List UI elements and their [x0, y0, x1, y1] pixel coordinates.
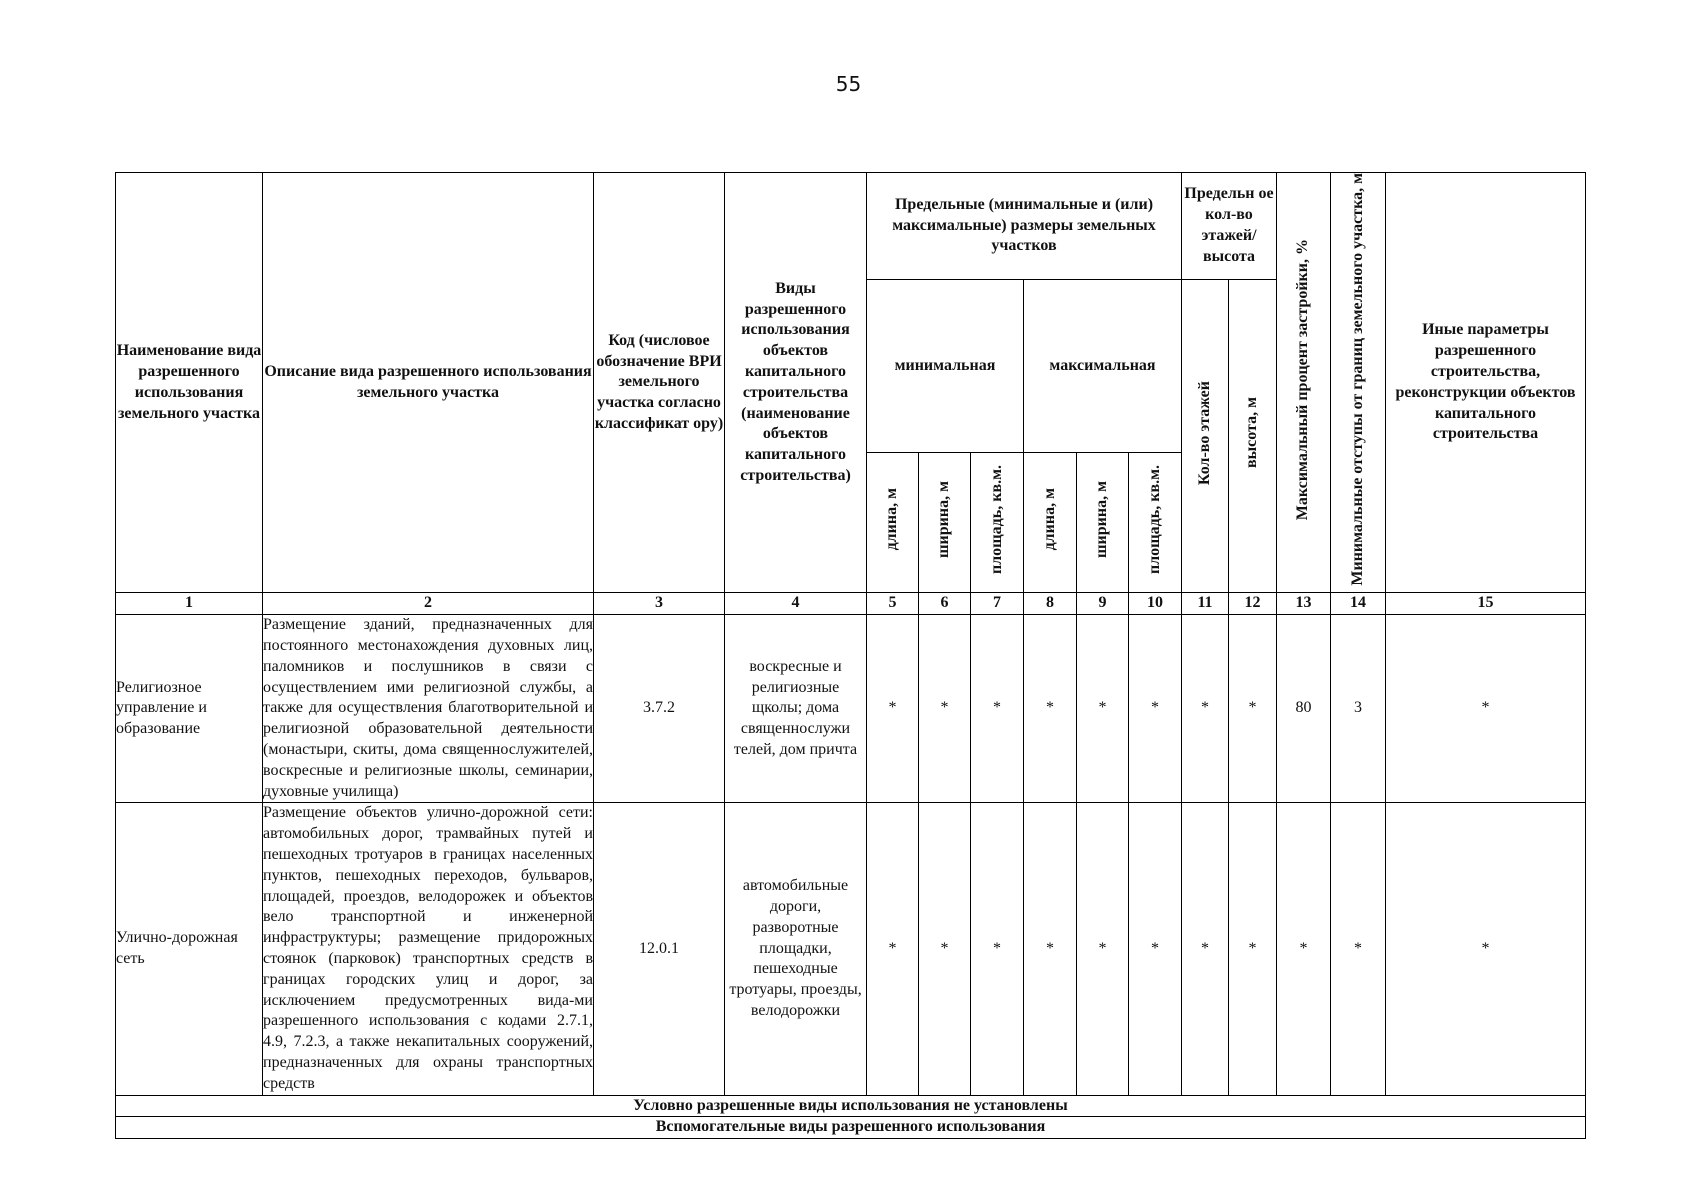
column-number: 8: [1024, 593, 1077, 615]
column-number: 9: [1077, 593, 1129, 615]
header-coverage: Максимальный процент застройки, %: [1277, 173, 1331, 593]
row-value: *: [971, 615, 1024, 803]
row-objects: автомобильные дороги, разворотные площадки, пешеходные тротуары, проезды, велодорожки: [725, 803, 867, 1095]
land-use-table: [115, 172, 1586, 1139]
row-value: *: [1129, 615, 1182, 803]
conditional-uses-row: [116, 1095, 1586, 1117]
row-value: *: [1331, 803, 1386, 1095]
header-min: минимальная: [867, 280, 1024, 453]
column-number: 2: [263, 593, 594, 615]
header-description: Описание вида разрешенного использования земельного участка: [263, 173, 594, 593]
page-number: 55: [835, 72, 862, 96]
column-number: 14: [1331, 593, 1386, 615]
row-code: 12.0.1: [594, 803, 725, 1095]
column-number: 11: [1182, 593, 1229, 615]
column-number: 4: [725, 593, 867, 615]
row-value: *: [1077, 615, 1129, 803]
table-row: [116, 615, 1586, 803]
column-number: 7: [971, 593, 1024, 615]
row-value: *: [867, 615, 919, 803]
auxiliary-uses-row: [116, 1117, 1586, 1139]
column-number: 5: [867, 593, 919, 615]
header-objects: Виды разрешенного использования объектов капитального строительства (наименование объектов капитального строительства): [725, 173, 867, 593]
row-description: Размещение объектов улично-дорожной сети: автомобильных дорог, трамвайных путей и пешеходных тротуаров в границах населенных пунктов, пешеходных переходов, бульваров, площадей, проездов, велодорожек и объектов вело транспортной и инженерной инфраструктуры; размещение придорожных стоянок (парковок) транспортных средств в границах городских улиц и дорог, за исключением предусмотренных вида-ми разрешенного использования с кодами 2.7.1, 4.9, 7.2.3, а также некапитальных сооружений, предназначенных для охраны транспортных средств: [263, 803, 594, 1095]
row-value: *: [1024, 615, 1077, 803]
header-max: максимальная: [1024, 280, 1182, 453]
row-value: 3: [1331, 615, 1386, 803]
header-min-length: длина, м: [867, 453, 919, 593]
header-min-width: ширина, м: [919, 453, 971, 593]
header-setback: Минимальные отступы от границ земельного участка, м: [1331, 173, 1386, 593]
row-value: *: [1077, 803, 1129, 1095]
header-limits-group: Предельные (минимальные и (или) максимальные) размеры земельных участков: [867, 173, 1182, 280]
column-number: 1: [116, 593, 263, 615]
table-row: [116, 803, 1586, 1095]
header-floors: Кол-во этажей: [1182, 280, 1229, 593]
row-value: *: [1182, 803, 1229, 1095]
column-number: 13: [1277, 593, 1331, 615]
header-other: Иные параметры разрешенного строительства, реконструкции объектов капитального строительства: [1386, 173, 1586, 593]
header-floors-group: Предельн ое кол-во этажей/ высота: [1182, 173, 1277, 280]
row-value: *: [867, 803, 919, 1095]
header-code: Код (числовое обозначение ВРИ земельного участка согласно классификат ору): [594, 173, 725, 593]
column-number: 3: [594, 593, 725, 615]
row-value: *: [919, 803, 971, 1095]
conditional-uses-note: Условно разрешенные виды использования не установлены: [116, 1095, 1586, 1117]
header-height: высота, м: [1229, 280, 1277, 593]
row-value: *: [1277, 803, 1331, 1095]
row-value: *: [919, 615, 971, 803]
column-number: 12: [1229, 593, 1277, 615]
row-value: *: [1024, 803, 1077, 1095]
row-value: *: [1129, 803, 1182, 1095]
row-value: *: [1386, 615, 1586, 803]
row-name: Улично-дорожная сеть: [116, 803, 263, 1095]
header-min-area: площадь, кв.м.: [971, 453, 1024, 593]
row-value: *: [971, 803, 1024, 1095]
row-code: 3.7.2: [594, 615, 725, 803]
row-value: *: [1386, 803, 1586, 1095]
row-value: 80: [1277, 615, 1331, 803]
auxiliary-uses-heading: Вспомогательные виды разрешенного использования: [116, 1117, 1586, 1139]
header-max-area: площадь, кв.м.: [1129, 453, 1182, 593]
row-description: Размещение зданий, предназначенных для постоянного местонахождения духовных лиц, паломников и послушников в связи с осуществлением ими религиозной службы, а также для осуществления благотворительной и религиозной образовательной деятельности (монастыри, скиты, дома священнослужителей, воскресные и религиозные школы, семинарии, духовные училища): [263, 615, 594, 803]
row-objects: воскресные и религиозные щколы; дома священнослужи телей, дом причта: [725, 615, 867, 803]
column-number: 15: [1386, 593, 1586, 615]
column-number: 6: [919, 593, 971, 615]
header-max-length: длина, м: [1024, 453, 1077, 593]
row-value: *: [1229, 615, 1277, 803]
header-name: Наименование вида разрешенного использования земельного участка: [116, 173, 263, 593]
row-name: Религиозное управление и образование: [116, 615, 263, 803]
column-number-row: [116, 593, 1586, 615]
column-number: 10: [1129, 593, 1182, 615]
row-value: *: [1229, 803, 1277, 1095]
row-value: *: [1182, 615, 1229, 803]
header-max-width: ширина, м: [1077, 453, 1129, 593]
